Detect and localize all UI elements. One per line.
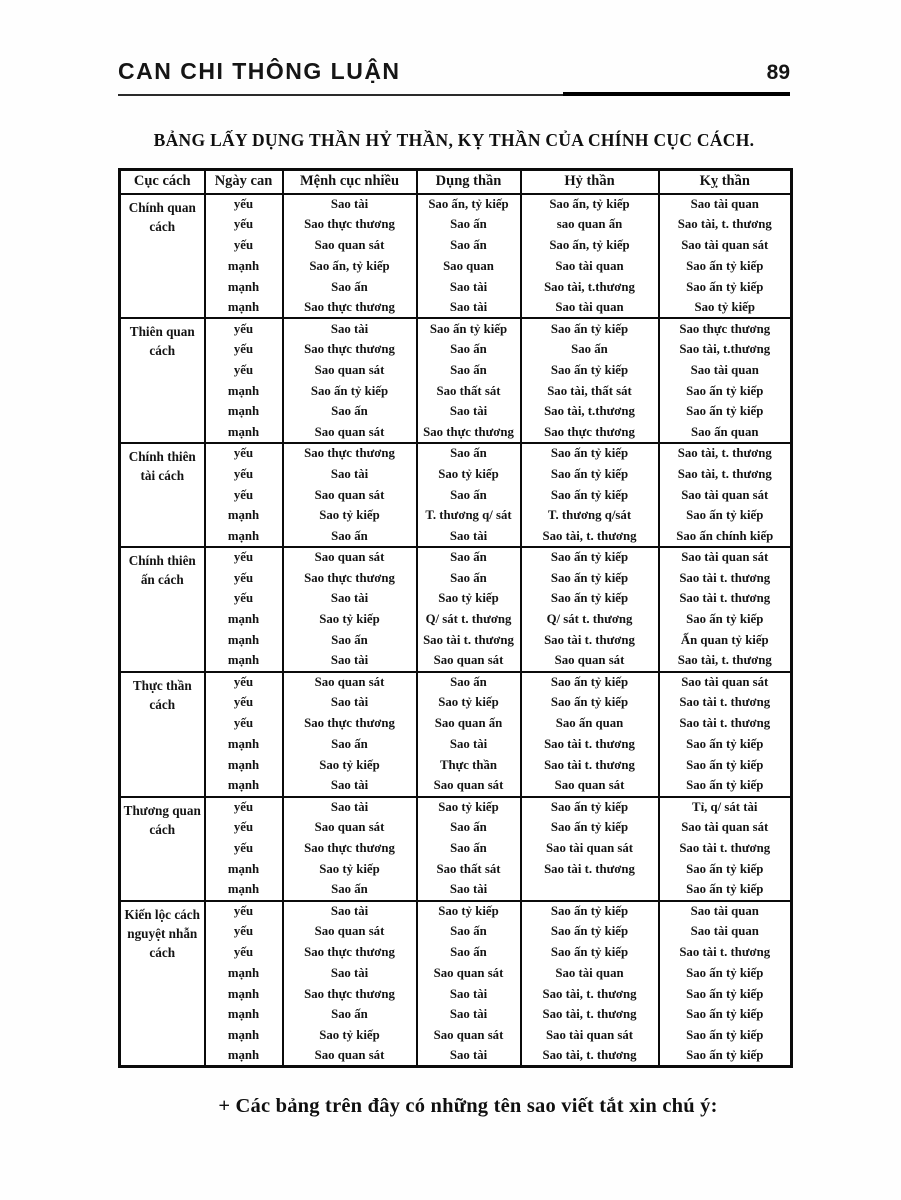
table-cell: yếu xyxy=(205,214,283,235)
table-cell: Sao tỷ kiếp xyxy=(283,859,417,880)
column-header-menh-cuc: Mệnh cục nhiều xyxy=(283,170,417,194)
table-cell: Sao tài quan sát xyxy=(659,672,792,693)
table-cell: Sao quan sát xyxy=(283,817,417,838)
table-cell: Sao ấn tỷ kiếp xyxy=(659,277,792,298)
table-header-row xyxy=(120,170,792,194)
table-row xyxy=(120,901,792,922)
table-cell: Sao quan sát xyxy=(283,921,417,942)
table-cell: Sao tài xyxy=(417,1046,521,1067)
table-row xyxy=(120,297,792,318)
table-cell: Sao ấn tỷ kiếp xyxy=(659,859,792,880)
table-cell: Sao ấn tỷ kiếp xyxy=(659,505,792,526)
table-cell: Sao tài xyxy=(283,901,417,922)
table-cell: Sao ấn tỷ kiếp xyxy=(521,589,659,610)
table-cell: Sao quan sát xyxy=(283,547,417,568)
table-cell: yếu xyxy=(205,547,283,568)
table-cell: Sao ấn tỷ kiếp xyxy=(521,817,659,838)
table-cell: Sao tài quan xyxy=(659,194,792,215)
table-cell: Sao ấn xyxy=(283,734,417,755)
table-cell: mạnh xyxy=(205,1025,283,1046)
table-cell: mạnh xyxy=(205,734,283,755)
table-cell: mạnh xyxy=(205,630,283,651)
table-cell: yếu xyxy=(205,339,283,360)
table-cell: Sao thực thương xyxy=(283,443,417,464)
table-cell: Sao ấn xyxy=(417,339,521,360)
table-cell: mạnh xyxy=(205,505,283,526)
table-cell: Sao ấn tỷ kiếp xyxy=(521,568,659,589)
table-cell: Sao ấn tỷ kiếp xyxy=(521,942,659,963)
table-cell: mạnh xyxy=(205,381,283,402)
table-cell: Sao tài t. thương xyxy=(521,734,659,755)
table-cell: yếu xyxy=(205,901,283,922)
table-cell: Sao tỷ kiếp xyxy=(417,464,521,485)
table-cell: mạnh xyxy=(205,277,283,298)
table-row xyxy=(120,609,792,630)
table-cell: Sao tài xyxy=(283,318,417,339)
table-cell: Sao thực thương xyxy=(659,318,792,339)
table-cell: Sao ấn xyxy=(417,838,521,859)
table-cell: Sao tài xyxy=(417,984,521,1005)
table-row xyxy=(120,963,792,984)
table-cell: Sao thực thương xyxy=(417,422,521,443)
table-cell: Sao ấn xyxy=(283,1005,417,1026)
table-cell: Sao tài xyxy=(283,693,417,714)
table-cell: Sao tỷ kiếp xyxy=(283,505,417,526)
table-cell: Sao ấn tỷ kiếp xyxy=(659,381,792,402)
table-row xyxy=(120,797,792,818)
group-label: Thiên quan cách xyxy=(120,318,205,443)
table-cell: Sao ấn xyxy=(417,547,521,568)
table-cell: Sao ấn xyxy=(521,339,659,360)
table-row xyxy=(120,1025,792,1046)
table-cell: Sao quan sát xyxy=(283,485,417,506)
table-row xyxy=(120,942,792,963)
table-cell: Sao quan sát xyxy=(417,963,521,984)
table-cell: Sao thực thương xyxy=(283,297,417,318)
table-cell: Sao ấn tỷ kiếp xyxy=(521,797,659,818)
table-cell: yếu xyxy=(205,921,283,942)
table-cell: Sao ấn tỷ kiếp xyxy=(659,256,792,277)
table-cell: Sao ấn xyxy=(417,360,521,381)
table-cell: Sao tài quan xyxy=(659,901,792,922)
table-row xyxy=(120,256,792,277)
table-cell: Sao quan ấn xyxy=(417,713,521,734)
table-cell: yếu xyxy=(205,589,283,610)
table-cell: Tỉ, q/ sát tài xyxy=(659,797,792,818)
table-cell: mạnh xyxy=(205,651,283,672)
table-cell: Sao tài xyxy=(417,526,521,547)
table-cell: Sao tài quan xyxy=(659,360,792,381)
table-cell: Sao thực thương xyxy=(521,422,659,443)
table-cell: yếu xyxy=(205,235,283,256)
table-cell: Sao tỷ kiếp xyxy=(283,609,417,630)
table-cell: Q/ sát t. thương xyxy=(521,609,659,630)
table-cell: Sao ấn, tỷ kiếp xyxy=(521,194,659,215)
table-row xyxy=(120,651,792,672)
table-cell: Sao ấn tỷ kiếp xyxy=(659,1046,792,1067)
table-cell: Sao quan sát xyxy=(521,651,659,672)
table-cell: yếu xyxy=(205,360,283,381)
table-cell: Ấn quan tỷ kiếp xyxy=(659,630,792,651)
table-row xyxy=(120,235,792,256)
table-cell: Sao tỷ kiếp xyxy=(283,1025,417,1046)
table-cell: Sao tài quan xyxy=(521,297,659,318)
table-row xyxy=(120,547,792,568)
table-cell: Sao thực thương xyxy=(283,838,417,859)
table-row xyxy=(120,381,792,402)
table-cell: Sao tài xyxy=(283,797,417,818)
table-cell: yếu xyxy=(205,443,283,464)
table-row xyxy=(120,713,792,734)
group-label: Chính quan cách xyxy=(120,194,205,319)
table-cell: mạnh xyxy=(205,776,283,797)
table-cell: Sao tài, t. thương xyxy=(659,651,792,672)
table-cell: Sao tài, t. thương xyxy=(521,1046,659,1067)
table-cell: Sao tài, t.thương xyxy=(521,401,659,422)
page-number: 89 xyxy=(766,61,790,84)
group-label: Chính thiên tài cách xyxy=(120,443,205,547)
table-cell: Sao tài, t. thương xyxy=(659,443,792,464)
table-cell: Sao ấn quan xyxy=(659,422,792,443)
table-cell: yếu xyxy=(205,797,283,818)
table-cell: Sao quan sát xyxy=(283,235,417,256)
table-cell: yếu xyxy=(205,194,283,215)
table-cell: Sao quan sát xyxy=(283,360,417,381)
table-cell: yếu xyxy=(205,942,283,963)
table-cell: Sao tài quan sát xyxy=(659,547,792,568)
table-cell: Sao tỷ kiếp xyxy=(417,901,521,922)
table-row xyxy=(120,734,792,755)
table-row xyxy=(120,921,792,942)
table-row xyxy=(120,422,792,443)
table-cell: mạnh xyxy=(205,984,283,1005)
table-cell: Sao tài t. thương xyxy=(521,630,659,651)
table-cell: mạnh xyxy=(205,880,283,901)
table-cell: Sao tài xyxy=(417,1005,521,1026)
table-cell: Sao ấn tỷ kiếp xyxy=(659,734,792,755)
group-label: Chính thiên ấn cách xyxy=(120,547,205,672)
table-cell: Sao quan xyxy=(417,256,521,277)
table-cell: Sao tài t. thương xyxy=(417,630,521,651)
table-cell: mạnh xyxy=(205,859,283,880)
table-cell: Sao tài, thất sát xyxy=(521,381,659,402)
running-header xyxy=(118,58,790,85)
table-cell: Sao ấn tỷ kiếp xyxy=(659,776,792,797)
table-cell: Sao ấn xyxy=(417,235,521,256)
table-cell: Sao ấn tỷ kiếp xyxy=(659,401,792,422)
table-cell: Sao ấn xyxy=(417,443,521,464)
table-row xyxy=(120,1005,792,1026)
table-row xyxy=(120,194,792,215)
table-cell: Sao ấn tỷ kiếp xyxy=(417,318,521,339)
table-row xyxy=(120,1046,792,1067)
table-row xyxy=(120,277,792,298)
table-cell: Sao tài quan xyxy=(521,256,659,277)
table-cell: Sao ấn, tỷ kiếp xyxy=(283,256,417,277)
table-row xyxy=(120,880,792,901)
table-row xyxy=(120,505,792,526)
table-row xyxy=(120,214,792,235)
table-cell: Sao tài, t. thương xyxy=(659,464,792,485)
table-row xyxy=(120,630,792,651)
table-cell: Sao tài xyxy=(283,194,417,215)
table-cell: Sao quan sát xyxy=(417,776,521,797)
table-cell: yếu xyxy=(205,318,283,339)
table-row xyxy=(120,755,792,776)
table-cell: Sao tài t. thương xyxy=(659,693,792,714)
table-cell: Sao ấn xyxy=(417,942,521,963)
table-cell: mạnh xyxy=(205,297,283,318)
table-row xyxy=(120,817,792,838)
table-cell: Sao ấn tỷ kiếp xyxy=(521,693,659,714)
table-cell: Sao tỷ kiếp xyxy=(283,755,417,776)
table-row xyxy=(120,776,792,797)
table-cell: yếu xyxy=(205,672,283,693)
table-cell: mạnh xyxy=(205,422,283,443)
table-cell: Sao ấn xyxy=(417,817,521,838)
table-cell: Sao thực thương xyxy=(283,713,417,734)
table-cell: Sao ấn tỷ kiếp xyxy=(659,984,792,1005)
table-cell: sao quan ấn xyxy=(521,214,659,235)
table-cell: Sao tài xyxy=(417,297,521,318)
table-cell: Sao tài xyxy=(417,401,521,422)
table-cell: mạnh xyxy=(205,1005,283,1026)
table-cell: Sao tài t. thương xyxy=(521,755,659,776)
group-label: Thực thần cách xyxy=(120,672,205,797)
table-cell: Sao tài xyxy=(283,963,417,984)
table-cell: Sao tài xyxy=(283,776,417,797)
table-cell: Sao tài, t. thương xyxy=(659,214,792,235)
table-cell: T. thương q/ sát xyxy=(417,505,521,526)
table-cell: Sao tài t. thương xyxy=(659,713,792,734)
table-cell: Sao ấn xyxy=(283,630,417,651)
table-cell: Sao tài xyxy=(417,734,521,755)
table-row xyxy=(120,464,792,485)
table-cell: Sao tài, t.thương xyxy=(659,339,792,360)
column-header-hy-than: Hỷ thần xyxy=(521,170,659,194)
table-cell: mạnh xyxy=(205,963,283,984)
table-cell: Sao tài, t.thương xyxy=(521,277,659,298)
table-cell: Sao ấn xyxy=(283,880,417,901)
book-title: CAN CHI THÔNG LUẬN xyxy=(118,58,401,84)
table-cell: Sao tài xyxy=(283,651,417,672)
table-cell: Sao thất sát xyxy=(417,381,521,402)
table-cell: Sao tỷ kiếp xyxy=(417,589,521,610)
table-cell: Sao thực thương xyxy=(283,339,417,360)
table-row xyxy=(120,526,792,547)
table-cell: yếu xyxy=(205,693,283,714)
table-cell: mạnh xyxy=(205,755,283,776)
table-cell: mạnh xyxy=(205,609,283,630)
table-cell: Sao ấn, tỷ kiếp xyxy=(521,235,659,256)
table-cell: mạnh xyxy=(205,401,283,422)
table-cell: Sao ấn tỷ kiếp xyxy=(521,443,659,464)
table-cell: Sao tài xyxy=(417,277,521,298)
table-cell: mạnh xyxy=(205,526,283,547)
table-cell: Sao ấn tỷ kiếp xyxy=(521,901,659,922)
table-row xyxy=(120,672,792,693)
table-cell: Sao tài, t. thương xyxy=(521,984,659,1005)
table-row xyxy=(120,401,792,422)
table-row xyxy=(120,838,792,859)
table-cell: Sao tài quan sát xyxy=(521,1025,659,1046)
table-cell: Sao tài t. thương xyxy=(659,942,792,963)
table-cell: Sao ấn xyxy=(417,921,521,942)
table-cell: Sao tài quan sát xyxy=(659,485,792,506)
table-cell: Sao tài, t. thương xyxy=(521,1005,659,1026)
table-cell: Sao ấn tỷ kiếp xyxy=(521,921,659,942)
table-cell: Sao ấn tỷ kiếp xyxy=(521,547,659,568)
table-cell: Sao ấn tỷ kiếp xyxy=(659,755,792,776)
table-cell: Sao quan sát xyxy=(283,672,417,693)
column-header-ngay-can: Ngày can xyxy=(205,170,283,194)
table-cell: Sao quan sát xyxy=(283,422,417,443)
table-cell: Sao ấn tỷ kiếp xyxy=(659,1005,792,1026)
table-cell: yếu xyxy=(205,817,283,838)
header-rule-right xyxy=(563,92,790,96)
table-cell: Sao tài, t. thương xyxy=(521,526,659,547)
table-cell: Sao ấn tỷ kiếp xyxy=(659,880,792,901)
table-cell: Sao ấn quan xyxy=(521,713,659,734)
column-header-dung-than: Dụng thần xyxy=(417,170,521,194)
table-cell: Sao tài xyxy=(283,589,417,610)
table-cell: Sao tài xyxy=(283,464,417,485)
table-cell: Sao ấn xyxy=(417,214,521,235)
table-cell: yếu xyxy=(205,464,283,485)
table-cell: Sao ấn tỷ kiếp xyxy=(659,963,792,984)
table-row xyxy=(120,568,792,589)
table-row xyxy=(120,443,792,464)
table-cell: Sao quan sát xyxy=(417,1025,521,1046)
table-row xyxy=(120,339,792,360)
table-cell: Sao ấn tỷ kiếp xyxy=(283,381,417,402)
table-cell: Sao thất sát xyxy=(417,859,521,880)
table-cell: Sao ấn tỷ kiếp xyxy=(521,318,659,339)
group-label: Kiến lộc cách nguyệt nhẫn cách xyxy=(120,901,205,1067)
table-cell: Sao tài t. thương xyxy=(521,859,659,880)
table-cell: Sao tài quan sát xyxy=(521,838,659,859)
table-cell: Sao ấn tỷ kiếp xyxy=(659,1025,792,1046)
table-cell: Sao ấn xyxy=(283,526,417,547)
table-row xyxy=(120,693,792,714)
than-table xyxy=(118,168,793,1068)
table-cell: mạnh xyxy=(205,256,283,277)
table-cell: Sao ấn tỷ kiếp xyxy=(521,672,659,693)
table-cell: Sao tỷ kiếp xyxy=(659,297,792,318)
table-cell: Sao ấn xyxy=(283,401,417,422)
table-cell: Sao ấn tỷ kiếp xyxy=(521,464,659,485)
table-cell: Sao quan sát xyxy=(521,776,659,797)
table-cell: mạnh xyxy=(205,1046,283,1067)
table-cell: Sao tài quan xyxy=(521,963,659,984)
table-cell: T. thương q/sát xyxy=(521,505,659,526)
table-cell: Sao thực thương xyxy=(283,568,417,589)
table-cell: yếu xyxy=(205,713,283,734)
table-row xyxy=(120,485,792,506)
table-cell: Sao thực thương xyxy=(283,942,417,963)
table-cell: Sao tài t. thương xyxy=(659,568,792,589)
table-cell: Sao tài quan sát xyxy=(659,817,792,838)
header-rule-left xyxy=(118,94,563,96)
table-cell: Sao ấn tỷ kiếp xyxy=(521,485,659,506)
column-header-ky-than: Kỵ thần xyxy=(659,170,792,194)
table-cell xyxy=(521,880,659,901)
table-cell: yếu xyxy=(205,485,283,506)
table-cell: Sao quan sát xyxy=(417,651,521,672)
table-cell: Sao ấn tỷ kiếp xyxy=(521,360,659,381)
table-cell: Sao ấn, tỷ kiếp xyxy=(417,194,521,215)
table-cell: Sao ấn tỷ kiếp xyxy=(659,609,792,630)
table-cell: Sao thực thương xyxy=(283,214,417,235)
table-cell: Sao quan sát xyxy=(283,1046,417,1067)
table-cell: Sao ấn xyxy=(417,568,521,589)
table-cell: Sao tài quan sát xyxy=(659,235,792,256)
table-cell: Q/ sát t. thương xyxy=(417,609,521,630)
column-header-cuc-cach: Cục cách xyxy=(120,170,205,194)
table-cell: yếu xyxy=(205,838,283,859)
table-cell: Sao ấn xyxy=(283,277,417,298)
table-cell: yếu xyxy=(205,568,283,589)
table-cell: Sao tỷ kiếp xyxy=(417,693,521,714)
table-row xyxy=(120,589,792,610)
table-cell: Sao tài t. thương xyxy=(659,838,792,859)
table-cell: Sao ấn xyxy=(417,485,521,506)
group-label: Thương quan cách xyxy=(120,797,205,901)
table-title: BẢNG LẤY DỤNG THẦN HỶ THẦN, KỴ THẦN CỦA CHÍNH CỤC CÁCH. xyxy=(153,130,755,150)
table-body xyxy=(120,194,792,1067)
table-cell: Sao ấn chính kiếp xyxy=(659,526,792,547)
footer-note: + Các bảng trên đây có những tên sao viết tắt xin chú ý: xyxy=(218,1095,718,1117)
table-cell: Sao tài t. thương xyxy=(659,589,792,610)
table-row xyxy=(120,318,792,339)
table-cell: Thực thần xyxy=(417,755,521,776)
table-row xyxy=(120,360,792,381)
table-cell: Sao tài xyxy=(417,880,521,901)
table-row xyxy=(120,984,792,1005)
table-row xyxy=(120,859,792,880)
table-cell: Sao thực thương xyxy=(283,984,417,1005)
table-cell: Sao tài quan xyxy=(659,921,792,942)
table-cell: Sao ấn xyxy=(417,672,521,693)
table-cell: Sao tỷ kiếp xyxy=(417,797,521,818)
